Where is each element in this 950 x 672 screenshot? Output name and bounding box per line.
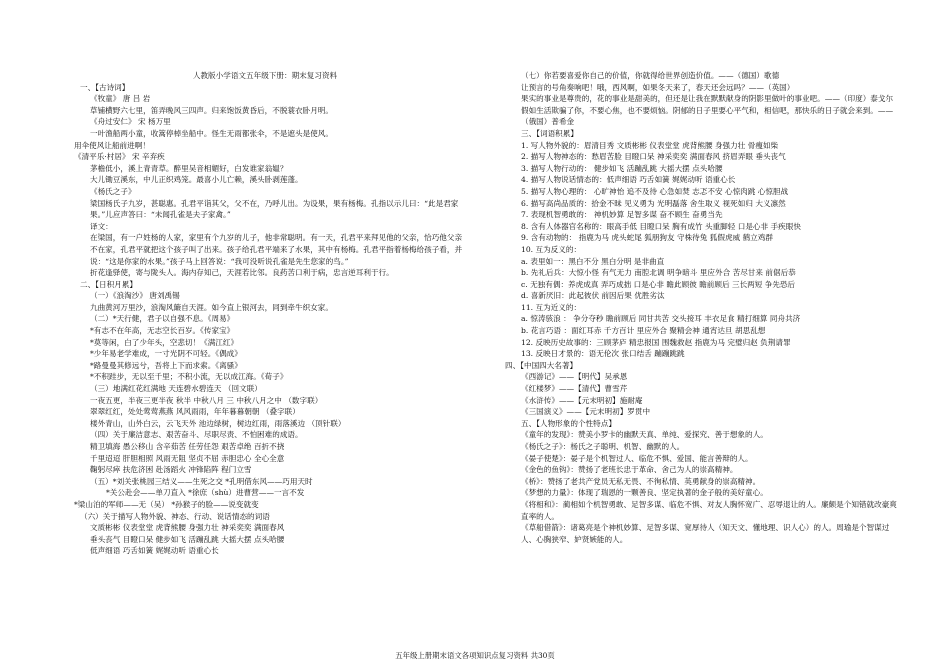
text-line: 《晏子使楚》：晏子是个机智过人、临危不惧、爱国、能言善辩的人。 [521, 453, 753, 463]
text-line: （五）*刘关张桃园三结义——生死之交 *孔明借东风——巧用天时 [90, 476, 313, 486]
text-line: c. 无独有偶：养虎成真 弄巧成拙 口是心非 瞻此顾彼 瞻前顾后 三长两短 争先恐后 [521, 279, 796, 289]
text-line: 在梁国，有一户姓杨的人家，家里有个九岁的儿子，他非常聪明。有一天，孔君平来拜见他的父亲，恰巧他父亲不在家，孔君平就把这个孩子叫了出来。孩子给孔君平端来了水果，其中有杨梅。孔君平指着杨梅给孩子看，并说：“这是你家的水果。”孩子马上回答说：“我可没听说孔雀是先生您家的鸟。” [90, 233, 463, 266]
text-line: 《梦想的力量》：体现了瑞恩的一颗善良、坚定执著的金子般的美好童心。 [521, 488, 768, 498]
text-line: 《三国演义》——【元末明初】罗贯中 [521, 407, 651, 417]
text-line: （二）*天行健，君子以自强不息。《周易》 [90, 314, 235, 324]
text-line: 《清平乐·村居》 宋 辛弃疾 [74, 152, 165, 162]
text-line: 一叶渔船两小童，收篙停棹坐船中。怪生无雨都张伞，不是遮头是使风。 [90, 128, 333, 138]
text-line: 8. 含有人体器官名称的：眼高手低 目瞪口呆 胸有成竹 头重脚轻 口是心非 手疾眼快 [521, 221, 801, 231]
text-line: 三、【词语积累】 [521, 128, 578, 138]
text-line: 2. 描写人物神态的：愁眉苦脸 目瞪口呆 神采奕奕 满面春风 挤眉弄眼 垂头丧气 [521, 152, 786, 162]
text-line: 5. 描写人物心理的： 心旷神怡 追不及待 心急如焚 志忑不安 心惊肉跳 心惊胆战 [521, 186, 789, 196]
text-line: 梁国杨氏子九岁，甚聪惠。孔君平诣其父，父不在，乃呼儿出。为设果，果有杨梅。孔指以示儿曰：“此是君家果。”儿应声答曰：“未闻孔雀是夫子家禽。” [90, 198, 459, 220]
text-line: （七）你若要喜爱你自己的价值，你就得给世界创造价值。——（德国）歌德 [521, 71, 780, 80]
text-line: 二、【日积月累】 [80, 279, 137, 289]
text-line: b. 先礼后兵：大惊小怪 有气无力 南腔北调 明争暗斗 里应外合 苦尽甘来 前倨后恭 [521, 268, 796, 278]
text-line: 9. 含有动物的： 指鹿为马 虎头蛇尾 狐朋狗友 守株待兔 狐假虎威 鹤立鸡群 [521, 233, 773, 243]
text-line: 大儿锄豆溪东，中儿正织鸡笼。最喜小儿亡赖，溪头卧剥莲蓬。 [90, 175, 303, 185]
text-line: 一夜五更，半夜三更半夜 秋半 中秋八月 三 中秋八月之中 （数字联） [90, 395, 323, 405]
text-line: *梁山泊的军师——无（吴） *孙猴子的脸——说变就变 [74, 499, 259, 509]
text-line: 《草船借箭》：诸葛亮是个神机妙算、足智多谋、宽厚待人（知天文、懂地理、识人心）的人。周瑜是个智谋过人、心胸狭窄、妒贤嫉能的人。 [521, 523, 890, 544]
text-line: *不积跬步，无以至千里；不积小流，无以成江海。《荀子》 [90, 372, 288, 382]
text-line: 《金色的鱼钩》：赞扬了老班长忠于革命、舍己为人的崇高精神。 [521, 465, 738, 475]
text-line: （一）《浪淘沙》 唐刘禹锡 [90, 291, 180, 301]
text-line: 低声细语 巧舌如簧 娓娓动听 语重心长 [90, 546, 219, 556]
text-line: 千里迢迢 肝胆相照 风雨无阻 坚贞不屈 赤胆忠心 全心全意 [90, 453, 285, 463]
text-line: 折花逢驿使，寄与陇头人。海内存知己，天涯若比邻。良药苦口利于病，忠言逆耳利于行。 [90, 268, 394, 278]
text-line: *关公赴会——单刀直入 *徐庶（shù）进曹营——一言不发 [106, 488, 305, 498]
text-line: *少年易老学难成，一寸光阴不可轻。《偶成》 [90, 349, 242, 359]
text-line: 12. 反映历史故事的：三顾茅庐 精忠报国 围魏救赵 指鹿为马 完璧归赵 负荆请罪 [521, 337, 791, 347]
text-line: *有志不在年高，无志空长百岁。《传家宝》 [90, 326, 235, 336]
text-line: 翠翠红红，处处莺莺燕燕 风风雨雨，年年暮暮朝朝 （叠字联） [90, 407, 300, 417]
text-line: （三）地满红花红满地 天连碧水碧连天 （回文联） [90, 384, 262, 394]
text-line: 译文： [90, 221, 113, 231]
text-line: 精卫填海 愚公移山 含辛茹苦 任劳任怨 艰苦卓绝 百折不挠 [90, 442, 285, 451]
text-line: 《杨氏之子》 [90, 186, 136, 196]
text-line: 鞠躬尽瘁 扶危济困 赴汤蹈火 冲锋陷阵 程门立雪 [90, 465, 252, 475]
left-column [64, 70, 466, 557]
text-line: 13. 反映日才景的：语无伦次 张口结舌 蹦蹦跳跳 [521, 349, 685, 359]
text-line: 1. 写人物外貌的：眉清目秀 文质彬彬 仪表堂堂 虎背熊腰 身强力壮 骨瘦如柴 [521, 140, 779, 150]
text-line: 假如生活欺骗了你，不要心焦，也不要烦恼。阴郁的日子里要心平气和，相信吧，那快乐的日子就会来到。——（俄国）普希金 [521, 105, 894, 127]
text-line: 《杨氏之子》：杨氏之子聪明、机智、幽默的人。 [521, 442, 685, 451]
text-line: 6. 描写高尚品质的：拾金不昧 见义勇为 光明磊落 舍生取义 视死如归 大义凛然 [521, 198, 786, 208]
text-line: 垂头丧气 目瞪口呆 健步如飞 活蹦乱跳 大摇大摆 点头哈腰 [90, 534, 285, 544]
text-line: 《西游记》——【明代】吴承恩 [521, 372, 628, 382]
text-line: 草铺横野六七里，笛弄晚风三四声。归来饱饭黄昏后，不脱蓑衣卧月明。 [90, 105, 333, 115]
text-line: d. 喜新厌旧：此起彼伏 前因后果 优胜劣汰 [521, 291, 665, 301]
text-line: *莫等闲，白了少年头，空悲切！《满江红》 [90, 337, 239, 347]
text-line: 11. 互为近义的： [521, 302, 582, 312]
text-line: 3. 描写人物行动的： 健步如飞 活蹦乱跳 大摇大摆 点头哈腰 [521, 163, 723, 173]
text-line: 楼外青山，山外白云，云飞天外 池边绿树，树边红雨，雨落溪边 （顶针联） [90, 418, 346, 428]
text-line: 用伞使风让船前进啊！ [74, 140, 150, 150]
text-line: 《红楼梦》——【清代】曹雪芹 [521, 384, 628, 394]
text-line: 《舟过安仁》 宋 杨万里 [90, 117, 171, 127]
text-line: 4. 描写人物说话情态的：低声细语 巧舌如簧 娓娓动听 语重心长 [521, 175, 736, 185]
text-line: 《将相和》：蔺相如个机智勇敢、足智多谋、临危不惧、对友人胸怀宽广、忍辱退让的人。廉颇是个知错就改豪爽直率的人。 [521, 499, 897, 521]
text-line: 文质彬彬 仪表堂堂 虎背熊腰 身强力壮 神采奕奕 满面春风 [90, 523, 285, 533]
text-line: 10. 互为反义的： [521, 244, 582, 254]
text-line: 《童年的发现》：赞美小罗卡的幽默天真、单纯、爱探究、善于想象的人。 [521, 430, 768, 440]
text-line: （六）关于描写人物外貌、神态、行动、说话情态的词语 [80, 511, 270, 521]
text-line: 果实的事业是尊贵的，花的事业是甜美的，但还是让我在默默献身的阴影里做叶的事业吧。——（印度）泰戈尔 [521, 94, 894, 104]
text-line: 四、【中国四大名著】 [505, 360, 578, 370]
text-line: 九曲黄河万里沙，浪淘风簸自天涯。如今直上银河去，同到牵牛织女家。 [90, 302, 333, 312]
text-line: 《桥》：赞扬了老共产党员无私无畏、不徇私情、英勇献身的崇高精神。 [521, 476, 761, 486]
text-line: 7. 表现机智勇敢的： 神机妙算 足智多谋 奋不顾生 奋勇当先 [521, 210, 723, 220]
page-footer: 五年级上册期末语文各项知识点复习资料 共30页 [395, 651, 555, 660]
text-line: 《水浒传》——【元末明初】施耐庵 [521, 395, 643, 405]
text-line: 让预言的号角奏响吧！哦，西风啊，如果冬天来了，春天还会远吗？——（英国） [521, 82, 795, 92]
text-line: （四）关于廉洁意志、艰苦奋斗、尽职尽责、不怕困难的成语。 [90, 430, 303, 440]
text-line: 五、【人物形象的个性特点】 [521, 418, 616, 428]
text-line: 一、【古诗词】 [80, 82, 130, 92]
text-line: b. 花言巧语 ：面红耳赤 千方百计 里应外合 聚精会神 通宵达旦 胡思乱想 [521, 326, 766, 336]
text-line: a. 惊涛骇浪 ： 争分夺秒 瞻前顾后 同甘共苦 交头接耳 丰衣足食 精打细算 同舟共济 [521, 314, 801, 324]
text-line: a. 表里如一：黑白不分 黑白分明 是非曲直 [521, 256, 665, 266]
text-line: 茅檐低小，溪上青青草。醉里吴音相媚好，白发谁家翁媪？ [90, 163, 288, 173]
text-line: *路曼曼其修远兮，吾将上下而求索。《离骚》 [90, 360, 242, 370]
text-line: 《牧童》 唐 吕 岩 [90, 94, 151, 104]
right-column [505, 70, 899, 545]
text-line: 人教版小学语文五年级下册：期末复习资料 [192, 71, 338, 80]
